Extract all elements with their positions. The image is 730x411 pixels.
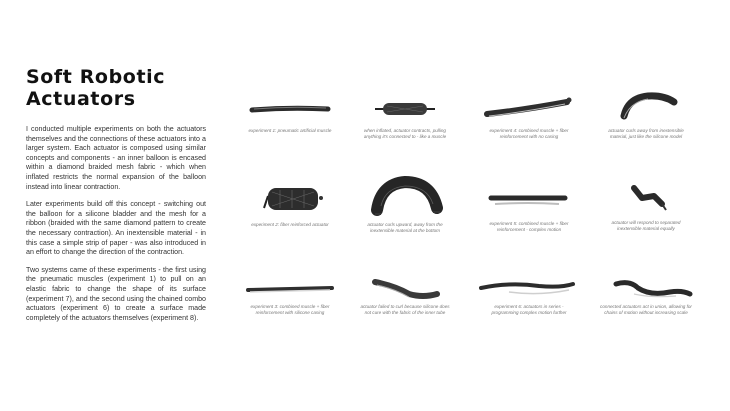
experiment-2b-caption: actuator curls upward, away from the inextensible material at the bottom — [367, 222, 443, 233]
experiment-6b-caption: connected actuators act in union, allowing for chains of motion without increasing scale — [600, 304, 692, 315]
experiment-5-caption: experiment 5: combined muscle + fiber reinforcement - complex motion — [489, 221, 569, 232]
silicone-casing-actuator-photo — [230, 272, 350, 302]
experiment-5-cell — [469, 180, 589, 240]
experiment-1-caption: experiment 1: pneumatic artificial muscle — [248, 128, 332, 133]
paragraph-2: Later experiments build off this concept - switching out the balloon for a silicone bladder and the mesh for a ribbon (braided with the same diamond pattern to create the necessary contraction). An inextensible material - in this case a simple strip of paper - was also introduced in an effort to change the direction of the contraction. — [26, 200, 206, 257]
experiment-3-cell — [230, 272, 350, 332]
experiment-5b-cell — [586, 176, 706, 236]
curled-upward-actuator-photo — [345, 172, 465, 220]
experiment-4b-caption: actuator curls away from inextensible material, just like the silicone model — [608, 128, 684, 139]
experiment-5b-caption: actuator will respond to separated inextensible material equally — [611, 220, 681, 231]
title-line-2: Actuators — [26, 88, 136, 110]
paragraph-1: I conducted multiple experiments on both the actuators themselves and the connections of these actuators into a larger system. Each actuator is composed using similar concepts and components - an inner balloon is encased within a diamond braided mesh fabric - which when inflated restricts the normal expansion of the balloon instead into linear contraction. — [26, 125, 206, 191]
curled-actuator-photo — [586, 88, 706, 124]
actuators-in-series-photo — [469, 272, 589, 302]
experiment-2b-cell — [345, 172, 465, 232]
experiment-1b-cell — [345, 88, 465, 148]
experiment-4-cell — [469, 88, 589, 148]
description — [26, 125, 206, 331]
experiment-3b-cell — [345, 272, 465, 332]
separated-material-actuator-photo — [586, 176, 706, 216]
connected-actuators-photo — [586, 272, 706, 302]
contracted-muscle-photo — [345, 88, 465, 124]
experiment-6b-cell — [586, 272, 706, 332]
experiment-6-caption: experiment 6: actuators in series - programming complex motion further — [491, 304, 567, 315]
experiment-1-cell — [230, 88, 350, 148]
complex-motion-actuator-photo — [469, 180, 589, 216]
experiment-3b-caption: actuator failed to curl because silicone does not cure with the fabric of the inner tube — [360, 304, 450, 315]
title-line-1: Soft Robotic — [26, 66, 166, 88]
fiber-reinforced-actuator-photo — [230, 178, 350, 220]
experiment-2-caption: experiment 2: fiber reinforced actuator — [251, 222, 329, 227]
paragraph-3: Two systems came of these experiments - the first using the pneumatic muscles (experiment 1) to pull on an elastic fabric to change the shape of its surface (experiment 7), and the second using the chained combo actuators (experiment 6) to create a surface made completely of the actuators themselves (experiment 8). — [26, 265, 206, 322]
experiment-4-caption: experiment 4: combined muscle + fiber reinforcement with no casing — [489, 128, 569, 139]
failed-curl-actuator-photo — [345, 272, 465, 302]
experiment-3-caption: experiment 3: combined muscle + fiber reinforcement with silicone casing — [250, 304, 330, 315]
experiment-4b-cell — [586, 88, 706, 148]
no-casing-actuator-photo — [469, 88, 589, 124]
page-title — [26, 66, 165, 110]
experiment-6-cell — [469, 272, 589, 332]
experiment-2-cell — [230, 178, 350, 238]
experiment-1b-caption: when inflated, actuator contracts, pulling anything it's connected to - like a muscle — [363, 128, 447, 139]
pneumatic-muscle-photo — [230, 88, 350, 124]
